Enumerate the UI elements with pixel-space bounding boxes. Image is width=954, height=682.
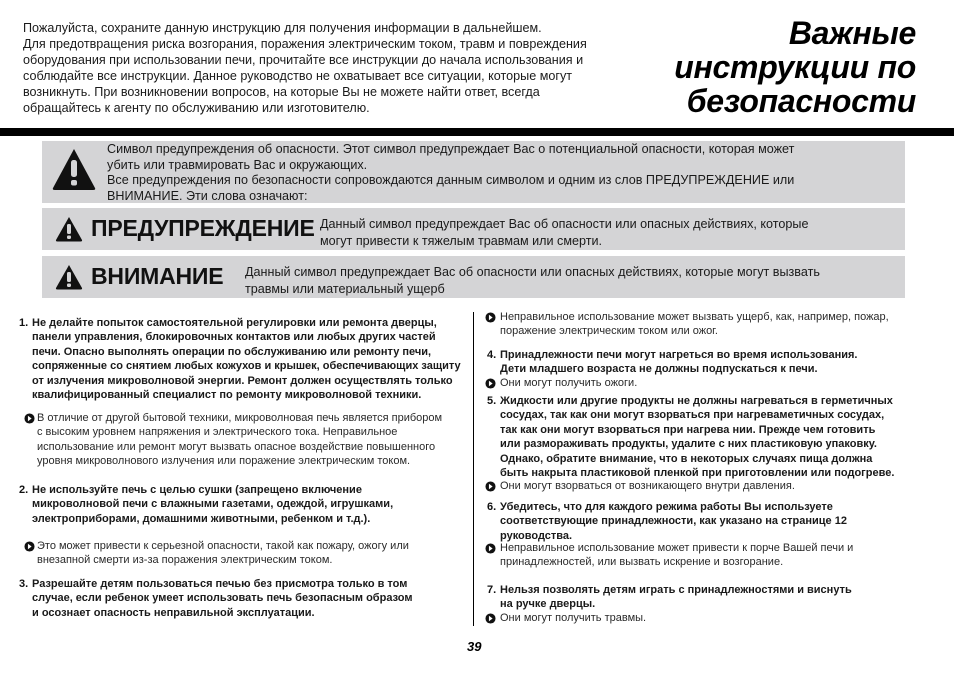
intro-line: оборудования при использовании печи, прочитайте все инструкции до начала использования и bbox=[23, 53, 584, 67]
caution-word: ВНИМАНИЕ bbox=[91, 263, 224, 289]
instruction-item-4 bbox=[487, 348, 857, 377]
note-line: Неправильное использование может привести к порче Вашей печи и bbox=[500, 542, 854, 554]
note-line: поражение электрическим током или ожог. bbox=[500, 325, 718, 338]
item-line: Не используйте печь с целью сушки (запрещено включение bbox=[32, 484, 362, 496]
column-divider bbox=[473, 312, 474, 626]
intro-line: обращайтесь к агенту по обслуживанию или изготовителю. bbox=[23, 101, 370, 115]
item-number: 2. bbox=[19, 484, 29, 496]
symbol-line: ВНИМАНИЕ. Эти слова означают: bbox=[107, 188, 308, 203]
item-line: руководства. bbox=[500, 529, 573, 542]
note-line: Они могут взорваться от возникающего внутри давления. bbox=[500, 480, 795, 492]
title-line: инструкции по bbox=[674, 49, 916, 85]
warning-line: Данный символ предупреждает Вас об опасности или опасных действиях, которые bbox=[320, 217, 809, 231]
arrow-bullet-icon bbox=[24, 413, 35, 424]
note-line: внезапной смерти из-за поражения электрическим током. bbox=[37, 554, 333, 567]
caution-signal bbox=[55, 263, 223, 290]
item-line: сопряженные со снятием любых кожухов и крышек, обеспечивающих защиту bbox=[32, 360, 461, 373]
intro-line: Пожалуйста, сохраните данную инструкцию для получения информации в дальнейшем. bbox=[23, 21, 542, 35]
instruction-item-6 bbox=[487, 500, 847, 543]
intro-paragraph bbox=[23, 20, 678, 116]
page-title bbox=[656, 16, 916, 118]
item-7-note bbox=[485, 611, 646, 625]
instruction-item-1 bbox=[19, 316, 461, 402]
caution-line: Данный символ предупреждает Вас об опасности или опасных действиях, которые могут вызвать bbox=[245, 265, 820, 279]
item-line: электроприборами, домашними животными, ребенком и т.д.). bbox=[32, 512, 371, 525]
intro-line: Для предотвращения риска возгорания, поражения электрическим током, травм и повреждения bbox=[23, 37, 587, 51]
item-line: печи. Опасно выполнять операции по обслуживанию или ремонту печи, bbox=[32, 345, 432, 358]
page-number: 39 bbox=[467, 639, 482, 654]
note-line: Неправильное использование может вызвать ущерб, как, например, пожар, bbox=[500, 311, 889, 323]
item-line: Принадлежности печи могут нагреться во время использования. bbox=[500, 349, 858, 361]
item-4-note bbox=[485, 376, 637, 390]
item-number: 5. bbox=[487, 395, 497, 407]
caution-description bbox=[245, 264, 820, 297]
safety-symbol-text bbox=[107, 142, 794, 204]
note-line: с высоким уровнем напряжения и электрического тока. Неправильное bbox=[37, 426, 398, 439]
note-line: принадлежностей, или вызвать искрение и возгорание. bbox=[500, 556, 784, 569]
item-line: квалифицированный специалист по ремонту микроволновой техники. bbox=[32, 389, 422, 402]
instruction-item-5 bbox=[487, 394, 894, 480]
item-line: Не делайте попыток самостоятельной регулировки или ремонта дверцы, bbox=[32, 317, 437, 329]
intro-line: возникнуть. При возникновении вопросов, на которые Вы не можете найти ответ, всегда bbox=[23, 85, 540, 99]
item-line: соответствующие принадлежности, как указано на странице 12 bbox=[500, 515, 847, 528]
item-line: и осознает опасность неправильной эксплуатации. bbox=[32, 606, 315, 619]
symbol-line: Символ предупреждения об опасности. Этот символ предупреждает Вас о потенциальной опасности, которая может bbox=[107, 142, 795, 156]
item-2-note bbox=[24, 539, 409, 568]
item-number: 6. bbox=[487, 501, 497, 513]
note-line: Они могут получить ожоги. bbox=[500, 377, 638, 389]
note-line: Это может привести к серьезной опасности, такой как пожару, ожогу или bbox=[37, 540, 409, 552]
item-number: 4. bbox=[487, 349, 497, 361]
title-line: безопасности bbox=[686, 83, 916, 119]
item-line: от излучения микроволновой энергии. Ремонт должен осуществлять только bbox=[32, 374, 453, 387]
item-line: так как они могут взорваться при нагрева нии. Прежде чем готовить bbox=[500, 423, 876, 436]
arrow-bullet-icon bbox=[24, 541, 35, 552]
arrow-bullet-icon bbox=[485, 312, 496, 323]
instruction-item-7 bbox=[487, 583, 852, 612]
warning-description bbox=[320, 216, 808, 249]
note-line: использование или ремонт могут вызвать опасное воздействие повышенного bbox=[37, 440, 436, 453]
warning-triangle-icon bbox=[51, 147, 97, 191]
warning-signal bbox=[55, 215, 315, 242]
item-line: Убедитесь, что для каждого режима работы Вы используете bbox=[500, 501, 833, 513]
warning-triangle-icon bbox=[55, 216, 83, 242]
item-number: 3. bbox=[19, 578, 29, 590]
caution-box bbox=[42, 256, 905, 298]
item-line: быть накрыта пластиковой пленкой при приготовлении или подогреве. bbox=[500, 467, 895, 480]
intro-line: соблюдайте все инструкции. Данное руководство не охватывает все ситуации, которые могут bbox=[23, 69, 573, 83]
item-line: случае, если ребенок умеет использовать печь безопасным образом bbox=[32, 592, 413, 605]
instruction-item-2 bbox=[19, 483, 393, 526]
instruction-item-3 bbox=[19, 577, 412, 620]
title-line: Важные bbox=[788, 15, 916, 51]
item-line: на ручке дверцы. bbox=[500, 598, 596, 611]
warning-word: ПРЕДУПРЕЖДЕНИЕ bbox=[91, 215, 315, 241]
item-number: 1. bbox=[19, 317, 29, 329]
item-1-note bbox=[24, 411, 442, 469]
safety-symbol-box bbox=[42, 141, 905, 203]
item-line: панели управления, блокировочных контактов или любых других частей bbox=[32, 331, 436, 344]
note-line: Они могут получить травмы. bbox=[500, 612, 647, 624]
arrow-bullet-icon bbox=[485, 613, 496, 624]
symbol-line: Все предупреждения по безопасности сопровождаются данным символом и одним из слов ПРЕДУПРЕЖДЕНИЕ или bbox=[107, 173, 795, 187]
note-line: уровня микроволнового излучения или поражение электрическим током. bbox=[37, 455, 411, 468]
item-line: Разрешайте детям пользоваться печью без присмотра только в том bbox=[32, 578, 408, 590]
symbol-line: убить или травмировать Вас и окружающих. bbox=[107, 157, 368, 172]
item-line: или размораживать продукты, удалите с них пластиковую упаковку. bbox=[500, 438, 877, 451]
caution-line: травмы или материальный ущерб bbox=[245, 281, 445, 296]
item-line: Жидкости или другие продукты не должны нагреваться в герметичных bbox=[500, 395, 893, 407]
arrow-bullet-icon bbox=[485, 481, 496, 492]
warning-line: могут привести к тяжелым травмам или смерти. bbox=[320, 233, 603, 248]
arrow-bullet-icon bbox=[485, 543, 496, 554]
note-line: В отличие от другой бытовой техники, микроволновая печь является прибором bbox=[37, 412, 443, 424]
header-rule bbox=[0, 128, 954, 136]
lead-note bbox=[485, 310, 889, 339]
item-6-note bbox=[485, 541, 853, 570]
warning-triangle-icon bbox=[55, 264, 83, 290]
item-number: 7. bbox=[487, 584, 497, 596]
item-5-note bbox=[485, 479, 795, 493]
item-line: сосудах, так как они могут взорваться при нагреваметичных сосудах, bbox=[500, 409, 885, 422]
item-line: микроволновой печи с влажными газетами, одеждой, игрушками, bbox=[32, 498, 394, 511]
item-line: Однако, обратите внимание, что в некоторых случаях пища должна bbox=[500, 452, 873, 465]
arrow-bullet-icon bbox=[485, 378, 496, 389]
item-line: Нельзя позволять детям играть с принадлежностями и виснуть bbox=[500, 584, 852, 596]
warning-box bbox=[42, 208, 905, 250]
item-line: Дети младшего возраста не должны подпускаться к печи. bbox=[500, 363, 818, 376]
